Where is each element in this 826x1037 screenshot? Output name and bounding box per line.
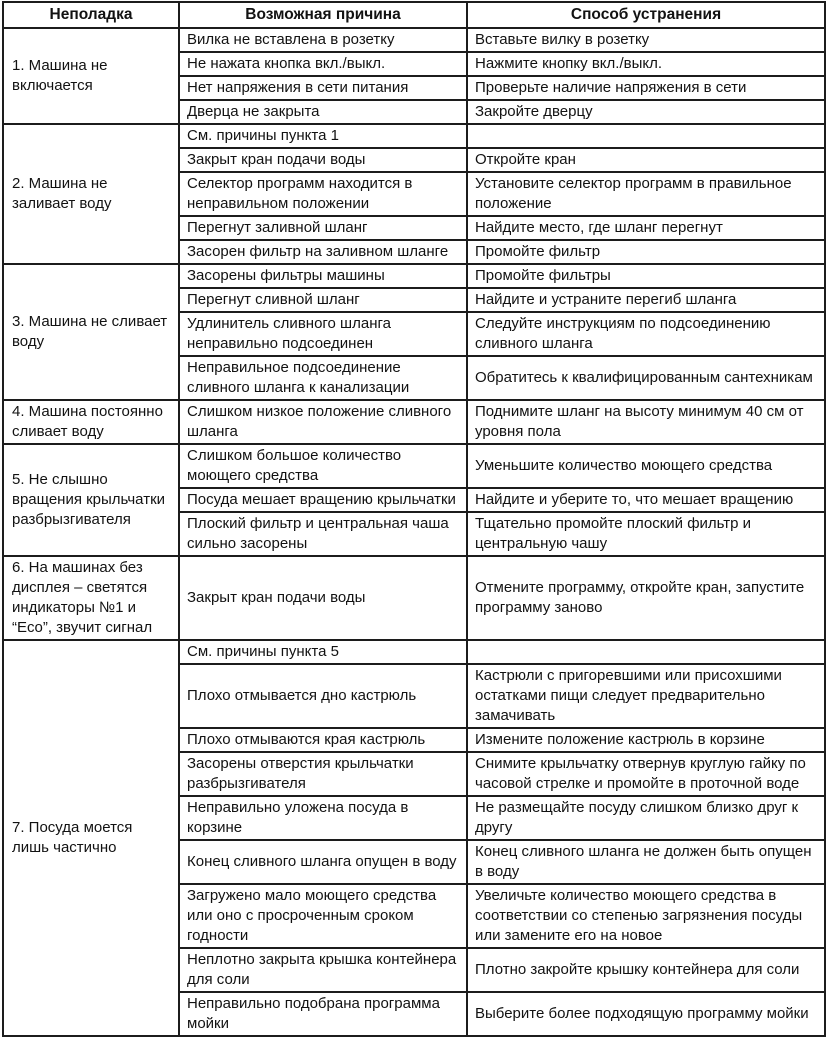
remedy-cell: Снимите крыльчатку отвернув круглую гайку по часовой стрелке и промойте в проточной воде [467,752,825,796]
cause-cell: Плохо отмывается дно кастрюль [179,664,467,728]
table-row [3,124,825,148]
cause-cell: Не нажата кнопка вкл./выкл. [179,52,467,76]
cause-cell: Перегнут сливной шланг [179,288,467,312]
cause-cell: Засорены отверстия крыльчатки разбрызгивателя [179,752,467,796]
remedy-cell: Нажмите кнопку вкл./выкл. [467,52,825,76]
table-row [3,640,825,664]
cause-cell: Закрыт кран подачи воды [179,148,467,172]
remedy-cell: Закройте дверцу [467,100,825,124]
remedy-cell: Уменьшите количество моющего средства [467,444,825,488]
cause-cell: См. причины пункта 5 [179,640,467,664]
remedy-cell: Установите селектор программ в правильное положение [467,172,825,216]
header-remedy: Способ устранения [467,2,825,28]
cause-cell: Конец сливного шланга опущен в воду [179,840,467,884]
table-row [3,264,825,288]
problem-cell: 6. На машинах без дисплея – светятся индикаторы №1 и “Eco”, звучит сигнал [3,556,179,640]
cause-cell: Неплотно закрыта крышка контейнера для соли [179,948,467,992]
remedy-cell: Промойте фильтры [467,264,825,288]
cause-cell: Неправильно подобрана программа мойки [179,992,467,1036]
cause-cell: Неправильное подсоединение сливного шланга к канализации [179,356,467,400]
remedy-cell: Выберите более подходящую программу мойки [467,992,825,1036]
remedy-cell: Плотно закройте крышку контейнера для соли [467,948,825,992]
remedy-cell: Не размещайте посуду слишком близко друг к другу [467,796,825,840]
remedy-cell: Измените положение кастрюль в корзине [467,728,825,752]
cause-cell: Загружено мало моющего средства или оно с просроченным сроком годности [179,884,467,948]
table-row [3,444,825,488]
remedy-cell: Конец сливного шланга не должен быть опущен в воду [467,840,825,884]
cause-cell: Плохо отмываются края кастрюль [179,728,467,752]
remedy-cell: Проверьте наличие напряжения в сети [467,76,825,100]
cause-cell: Слишком большое количество моющего средства [179,444,467,488]
remedy-cell: Найдите и уберите то, что мешает вращению [467,488,825,512]
cause-cell: Дверца не закрыта [179,100,467,124]
remedy-cell: Найдите место, где шланг перегнут [467,216,825,240]
cause-cell: Нет напряжения в сети питания [179,76,467,100]
table-row [3,400,825,444]
remedy-cell: Кастрюли с пригоревшими или присохшими остатками пищи следует предварительно замачивать [467,664,825,728]
problem-cell: 2. Машина не заливает воду [3,124,179,264]
remedy-cell: Обратитесь к квалифицированным сантехникам [467,356,825,400]
table-row [3,28,825,52]
remedy-cell: Увеличьте количество моющего средства в соответствии со степенью загрязнения посуды или замените его на новое [467,884,825,948]
problem-cell: 5. Не слышно вращения крыльчатки разбрызгивателя [3,444,179,556]
remedy-cell: Тщательно промойте плоский фильтр и центральную чашу [467,512,825,556]
problem-cell: 1. Машина не включается [3,28,179,124]
problem-cell: 4. Машина постоянно сливает воду [3,400,179,444]
remedy-cell: Откройте кран [467,148,825,172]
cause-cell: Селектор программ находится в неправильном положении [179,172,467,216]
cause-cell: Засорен фильтр на заливном шланге [179,240,467,264]
header-problem: Неполадка [3,2,179,28]
remedy-cell: Отмените программу, откройте кран, запустите программу заново [467,556,825,640]
cause-cell: Закрыт кран подачи воды [179,556,467,640]
remedy-cell [467,640,825,664]
cause-cell: Засорены фильтры машины [179,264,467,288]
cause-cell: Вилка не вставлена в розетку [179,28,467,52]
header-cause: Возможная причина [179,2,467,28]
cause-cell: Посуда мешает вращению крыльчатки [179,488,467,512]
remedy-cell [467,124,825,148]
remedy-cell: Следуйте инструкциям по подсоединению сливного шланга [467,312,825,356]
remedy-cell: Поднимите шланг на высоту минимум 40 см от уровня пола [467,400,825,444]
cause-cell: Неправильно уложена посуда в корзине [179,796,467,840]
header-row [3,2,825,28]
remedy-cell: Вставьте вилку в розетку [467,28,825,52]
problem-cell: 3. Машина не сливает воду [3,264,179,400]
cause-cell: Слишком низкое положение сливного шланга [179,400,467,444]
table-row [3,556,825,640]
remedy-cell: Промойте фильтр [467,240,825,264]
troubleshooting-table [2,1,826,1037]
cause-cell: Плоский фильтр и центральная чаша сильно засорены [179,512,467,556]
remedy-cell: Найдите и устраните перегиб шланга [467,288,825,312]
cause-cell: Удлинитель сливного шланга неправильно подсоединен [179,312,467,356]
cause-cell: См. причины пункта 1 [179,124,467,148]
cause-cell: Перегнут заливной шланг [179,216,467,240]
problem-cell: 7. Посуда моется лишь частично [3,640,179,1036]
